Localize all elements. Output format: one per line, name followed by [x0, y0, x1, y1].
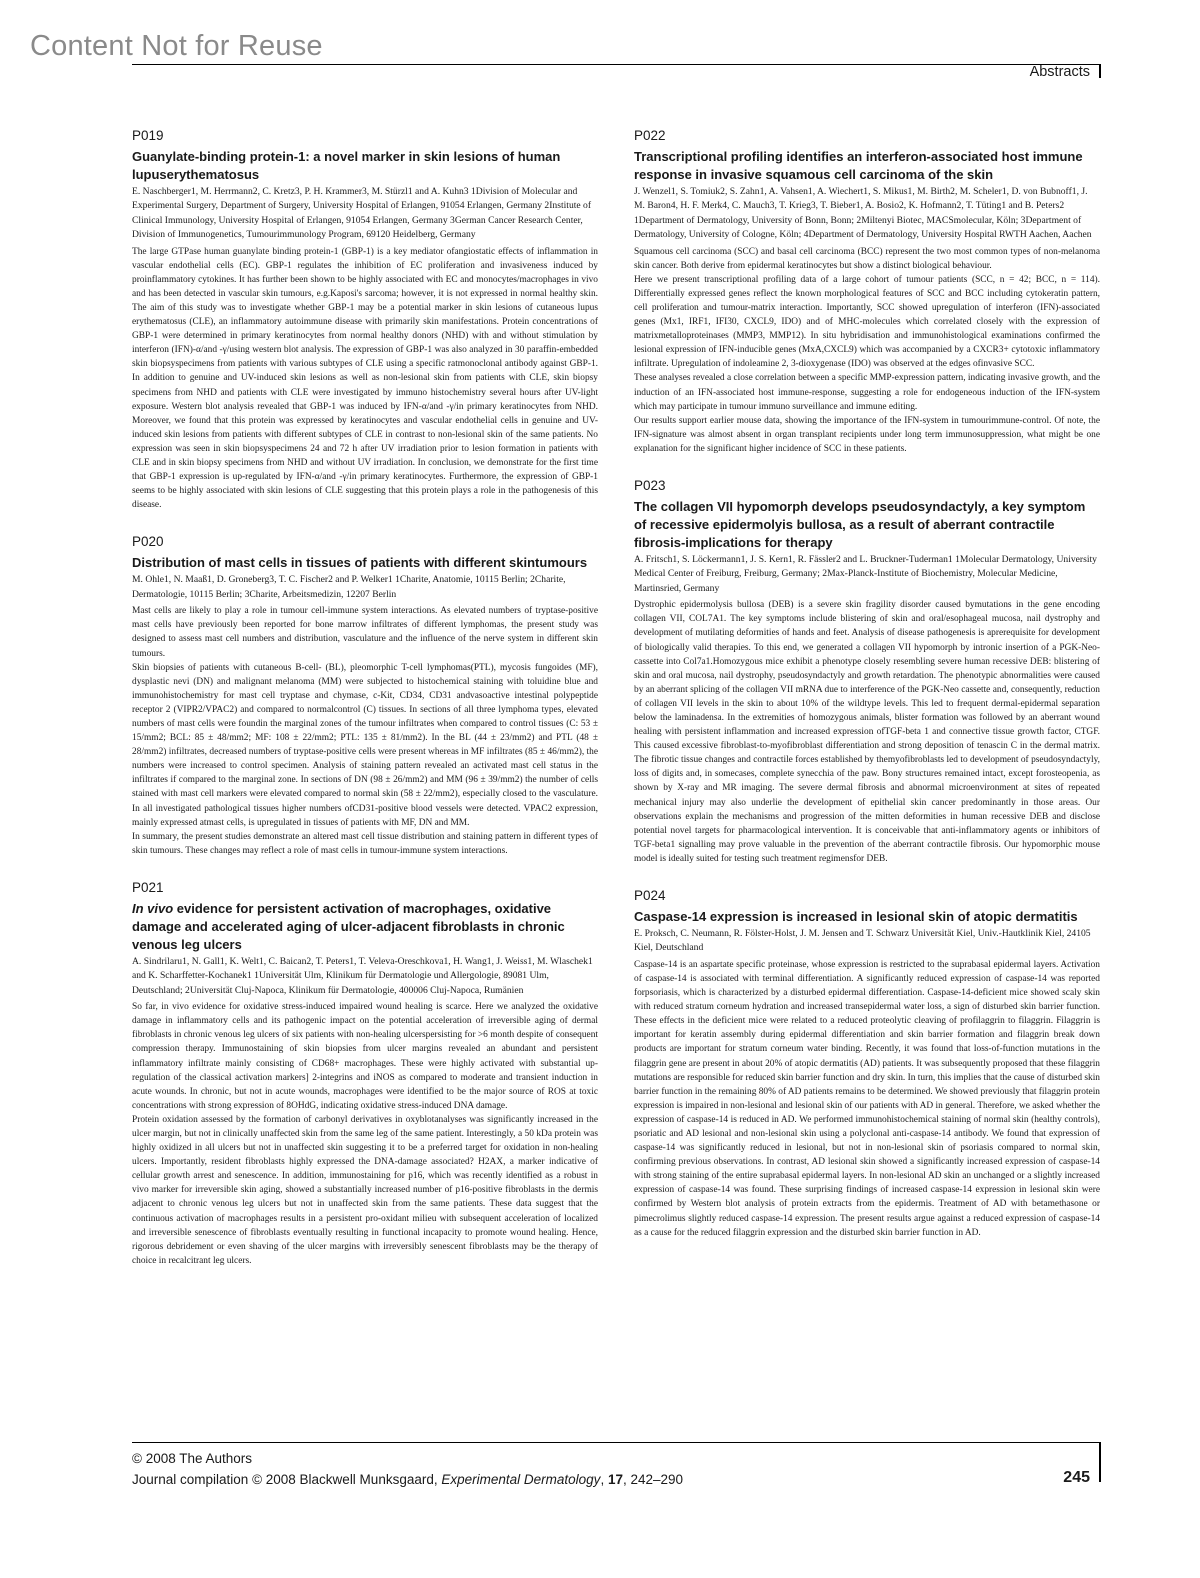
abstract-paragraph: Our results support earlier mouse data, showing the importance of the IFN-system in tumourimmune-control. Of note, the IFN-signature was almost absent in organ transplant recipients under long term immunosuppression, what might be one explanation for the significant higher incidence of SCC in these patients.: [634, 415, 1100, 454]
abstract-p021: [132, 880, 598, 1268]
abstract-title: Transcriptional profiling identifies an interferon-associated host immune response in invasive squamous cell carcinoma of the skin: [634, 149, 1083, 182]
abstract-paragraph: Mast cells are likely to play a role in tumour cell-immune system interactions. As elevated numbers of tryptase-positive mast cells have previously been reported for bone marrow infiltrates of different lymphomas, the present study was designed to assess mast cell numbers and distribution, vasculature and the influence of the nerve system in different skin tumours.: [132, 606, 598, 659]
abstract-p022: [634, 128, 1100, 456]
abstract-paragraph: Here we present transcriptional profiling data of a large cohort of tumour patients (SCC, n = 42; BCC, n = 114). Differentially expressed genes reflect the known morphological features of SCC and BCC including cytokeratin pattern, cell proliferation and tumour-matrix interaction. Importantly, SCC showed upregulation of interferon (IFN)-associated genes (Mx1, IRF1, IFI30, CXCL9, IDO) and of MHC-molecules which correlated closely with the expression of matrixmetalloproteinases (MMP3, MMP12). In situ hybridisation and immunohistological examinations confirmed the lesional expression of IFN-inducible genes (MxA,CXCL9) which was accompanied by a CXCR3+ cytotoxic inflammatory infiltrate. Upregulation of indoleamine 2, 3-dioxygenase (IDO) was observed at the edges ofinvasive SCC.: [634, 274, 1100, 370]
abstract-title: Distribution of mast cells in tissues of patients with different skintumours: [132, 555, 588, 571]
footer-journal-prefix: Journal compilation © 2008 Blackwell Munksgaard,: [132, 1472, 442, 1487]
abstract-paragraph: In summary, the present studies demonstrate an altered mast cell tissue distribution and staining pattern in different types of skin tumours. These changes may reflect a role of mast cells in tumour-immune system interactions.: [132, 831, 598, 856]
right-column: [634, 128, 1100, 1262]
section-title: Abstracts: [1029, 64, 1090, 80]
abstract-authors: A. Fritsch1, S. Löckermann1, J. S. Kern1, R. Fässler2 and L. Bruckner-Tuderman1 1Molecular Dermatology, University Medical Center of Freiburg, Freiburg, Germany; 2Max-Planck-Institute of Biochemistry, Molecular Medicine, Martinsried, Germany: [634, 554, 1097, 594]
left-column: [132, 128, 598, 1290]
abstract-paragraph: The large GTPase human guanylate binding protein-1 (GBP-1) is a key mediator ofangiostatic effects of inflammation in vascular endothelial cells (EC). GBP-1 regulates the inhibition of EC proliferation and invasiveness induced by proinflammatory cytokines. It has further been shown to be highly associated with EC and monocytes/macrophages in vivo and has been detected in vascular skin tumours, e.g.Kaposi's sarcoma; however, it is not expressed in normal healthy skin. The aim of this study was to investigate whether GBP-1 may be a potential marker in skin lesions of cutaneous lupus erythematosus (CLE), an inflammatory autoimmune disease with primarily skin manifestations. Protein concentrations of GBP-1 were determined in primary keratinocytes from normal healthy donors (NHD) with and without stimulation by interferon (IFN)-α/and -γ/using western blot analysis. The expression of GBP-1 was also analyzed in 30 paraffin-embedded skin biopsyspecimens from patients with various subtypes of CLE using a specific ratmonoclonal antibody against GBP-1. In addition to genuine and UV-induced skin lesions as well as non-lesional skin from patients with CLE, skin biopsy specimens from NHD and patients with CLE were investigated by immuno histochemistry several hours after UV-light exposure. Western blot analysis revealed that GBP-1 was induced by IFN-α/and -γ/in primary keratinocytes from NHD. Moreover, we found that this protein was expressed by keratinocytes and vascular endothelial cells in genuine and UV-induced skin lesions from patients with different subtypes of CLE in contrast to non-lesional skin of the same patients. No expression was seen in skin biopsyspecimens 24 and 72 h after UV irradiation prior to lesion formation in patients with CLE and in skin biopsy specimens from NHD and without UV irradiation. In conclusion, we demonstrate for the first time that GBP-1 expression is up-regulated by IFN-α/and -γ/in primary keratinocytes. Furthermore, the expression of GBP-1 seems to be highly associated with skin lesions of CLE suggesting that this protein plays a role in the pathogenesis of this disease.: [132, 246, 598, 511]
abstract-title: [132, 900, 598, 954]
abstract-id: P019: [132, 128, 164, 143]
abstract-title-text: evidence for persistent activation of macrophages, oxidative damage and accelerated aging of ulcer-adjacent fibroblasts in chronic venous leg ulcers: [132, 900, 565, 952]
footer-rule-tick: [1099, 1442, 1101, 1482]
footer-copyright: © 2008 The Authors: [132, 1451, 253, 1466]
abstract-authors: A. Sindrilaru1, N. Gall1, K. Welt1, C. Baican2, T. Peters1, T. Veleva-Oreschkova1, H. Wang1, J. Weiss1, M. Wlaschek1 and K. Scharffetter-Kochanek1 1Universität Ulm, Klinikum für Dermatologie und Allergologie, 89081 Ulm, Deutschland; 2Universität Cluj-Napoca, Klinikum für Dermatologie, 400006 Cluj-Napoca, Rumänien: [132, 955, 593, 996]
footer-volume: 17: [607, 1472, 623, 1487]
footer-journal-line: [132, 1472, 683, 1487]
abstract-paragraph: Caspase-14 is an aspartate specific proteinase, whose expression is restricted to the suprabasal epidermal layers. Activation of caspase-14 is associated with terminal differentiation. A significantly reduced expression of caspase-14 was reported forpsoriasis, which is characterized by a disturbed epidermal differentiation. Caspase-14-deficient mice showed scaly skin with reduced stratum corneum hydration and increased transepidermal water loss, a sign of disturbed skin barrier function. These effects in the deficient mice were related to a reduced proteolytic cleaving of profilaggrin to filaggrin. Filaggrin is important for keratin assembly during epidermal differentiation and skin barrier formation and filaggrin break down products are important for stratum corneum water binding. Recently, it was found that loss-of-function mutations in the filaggrin gene are present in about 20% of atopic dermatitis (AD) patients. It was subsequently proposed that these filaggrin mutations are responsible for reduced skin barrier function and dry skin. In turn, this implies that the cause of disturbed skin barrier function in the remaining 80% of AD patients remains to be determined. We showed previously that filaggrin protein expression is impaired in non-lesional and lesional skin of our patients with AD in general. Therefore, we asked whether the expression of caspase-14 is reduced in AD. We performed immunohistochemical staining of normal skin (healthy controls), psoriatic and AD lesional and non-lesional skin using a polyclonal anti-caspase-14 antibody. We found that expression of caspase-14 was significantly reduced in lesional, but not in non-lesional skin of psoriasis compared to normal skin, confirming previous observations. In contrast, AD lesional skin showed a significantly increased expression of caspase-14 with strong staining of the entire suprabasal epidermal layers. In non-lesional AD skin an unchanged or a slightly increased expression of caspase-14 was found. These surprising findings of increased caspase-14 expression in lesional skin were confirmed by Western blot analysis of protein extracts from the epidermis. Treatment of AD with betamethasone or pimecrolimus slightly reduced caspase-14 expression. The present results argue against a reduced expression of caspase-14 as a cause for the reduced filaggrin expression and the disturbed skin barrier function in AD.: [634, 959, 1100, 1238]
abstract-p023: [634, 478, 1100, 866]
abstract-id: P022: [634, 128, 666, 143]
header-rule-tick: [1099, 64, 1101, 78]
abstract-authors: M. Ohle1, N. Maaß1, D. Groneberg3, T. C. Fischer2 and P. Welker1 1Charite, Anatomie, 10115 Berlin; 2Charite, Dermatologie, 10115 Berlin; 3Charite, Arbeitsmedizin, 12207 Berlin: [132, 574, 566, 600]
footer-pages: , 242–290: [622, 1472, 684, 1487]
abstract-title: Caspase-14 expression is increased in lesional skin of atopic dermatitis: [634, 909, 1078, 925]
abstract-authors: E. Naschberger1, M. Herrmann2, C. Kretz3, P. H. Krammer3, M. Stürzl1 and A. Kuhn3 1Division of Molecular and Experimental Surgery, Department of Surgery, University Hospital of Erlangen, 91054 Erlangen, Germany 2Institute of Clinical Immunology, University Hospital of Erlangen, 91054 Erlangen, Germany 3German Cancer Research Center, Division of Immunogenetics, Tumourimmunology Program, 69120 Heidelberg, Germany: [132, 186, 592, 241]
abstract-paragraph: Dystrophic epidermolysis bullosa (DEB) is a severe skin fragility disorder caused bymutations in the gene encoding collagen VII, COL7A1. The key symptoms include blistering of skin and oral/esophageal mucosa, nail dystrophy and development of mutilating deformities of hands and feet. Analysis of disease pathogenesis is aprerequisite for development of biologically valid therapies. To this end, we generated a collagen VII hypomorph by intronic insertion of a PGK-Neo-cassette into Col7a1.Homozygous mice exhibit a phenotype closely resembling severe human recessive DEB: blistering of skin and oral mucosa, nail dystrophy, pseudosyndactyly and growth retardation. The phenotypic abnormalities were caused by an aberrant splicing of the collagen VII mRNA due to interference of the PGK-Neo cassette and, consequently, reduction of collagen VII levels in the skin to about 10% of the wildtype levels. This led to frequent dermal-epidermal separation below the laminadensa. In the extremities of homozygous animals, blister formation was followed by an aberrant wound healing with persistent inflammation and increased expression ofTGF-beta 1 and connective tissue growth factor, CTGF. This caused excessive fibroblast-to-myofibroblast differentiation and strong deposition of tenascin C in the dermal matrix. The fibrotic tissue changes and contractile forces established by themyofibroblasts led to development of pseudosyndactyly, loss of digits and, in somecases, complete synecchia of the paw. Bony structures remained intact, except forosteopenia, as shown by X-ray and MR imaging. The severe dermal fibrosis and abnormal microenvironment at sites of repeated mechanical injury may also underlie the development of epithelial skin cancer predominantly in those areas. Our observations explain the mechanisms and progression of the mitten deformities in human recessive DEB and disclose potential novel targets for pharmacological intervention. It is conceivable that anti-inflammatory agents or inhibitors of TGF-beta1 signalling may prove valuable in the prevention of the aberrant contractile fibrosis. Our hypomorphic mouse model is ideally suited for testing such treatment regimensfor DEB.: [634, 600, 1100, 864]
footer-rule: [132, 1442, 1100, 1443]
footer-page-number: 245: [1063, 1469, 1090, 1486]
abstract-p020: [132, 534, 598, 858]
abstract-title: Guanylate-binding protein-1: a novel marker in skin lesions of human lupuserythematosus: [132, 149, 561, 182]
abstract-title-italic: In vivo: [132, 900, 174, 916]
abstract-authors: E. Proksch, C. Neumann, R. Fölster-Holst, J. M. Jensen and T. Schwarz Universität Kiel, Univ.-Hautklinik Kiel, 24105 Kiel, Deutschland: [634, 928, 1091, 954]
abstract-paragraph: Skin biopsies of patients with cutaneous B-cell- (BL), pleomorphic T-cell lymphomas(PTL), mycosis fungoides (MF), dysplastic nevi (DN) and malignant melanoma (MM) were subjected to histochemical staining with toluidine blue and immunohistochemistry for mast cell tryptase and chymase, c-Kit, CD34, CD31 andvasoactive intestinal polypeptide receptor 2 (VIPR2/VPAC2) and compared to normalcontrol (C) tissues. In sections of all three lymphoma types, elevated numbers of mast cells were foundin the marginal zones of the tumour infiltrates when compared to control tissues (C: 53 ± 15/mm2; BCL: 85 ± 48/mm2; MF: 108 ± 22/mm2; PTL: 135 ± 81/mm2). In the BL (44 ± 23/mm2) and PTL (48 ± 28/mm2) infiltrates, decreased numbers of tryptase-positive cells were present whereas in MF infiltrates (85 ± 46/mm2), the numbers were increased to control specimen. Analysis of staining pattern revealed an activated mast cell status in the infiltrates if compared to the marginal zone. In sections of DN (98 ± 26/mm2) and MM (96 ± 39/mm2) the number of cells stained with mast cell markers were elevated compared to normal skin (58 ± 22/mm2), especially closed to the vasculature. In all investigated pathological tissues higher numbers ofCD31-positive blood vessels were detected. VPAC2 expression, mainly expressed atmast cells, is upregulated in tissues of patients with MF, DN and MM.: [132, 662, 598, 828]
abstract-title: The collagen VII hypomorph develops pseudosyndactyly, a key symptom of recessive epidermolyis bullosa, as a result of aberrant contractile fibrosis-implications for therapy: [634, 499, 1086, 551]
abstract-id: P020: [132, 534, 164, 550]
abstract-id: P023: [634, 478, 666, 494]
footer-journal-name: Experimental Dermatology: [441, 1472, 601, 1487]
abstract-paragraph: These analyses revealed a close correlation between a specific MMP-expression pattern, indicating invasive growth, and the induction of an IFN-associated host immune-response, suggesting a role for endogeneous induction of the IFN-system which may participate in tumour immuno surveillance and immune editing.: [634, 373, 1100, 412]
abstract-p019: [132, 128, 598, 512]
footer-journal-sep: ,: [600, 1472, 608, 1487]
abstract-paragraph: Protein oxidation assessed by the formation of carbonyl derivatives in oxyblotanalyses was significantly increased in the ulcer margin, but not in clinically unaffected skin from the same leg of the same patient. Interestingly, a 50 kDa protein was highly oxidized in all ulcers but not in unaffected skin suggesting it to be a preferred target for oxidation in non-healing ulcers. Importantly, resident fibroblasts highly expressed the DNA-damage associated? H2AX, a marker indicative of cellular growth arrest and senescence. In addition, immunostaining for p16, which was recently identified as a robust in vivo marker for irreversible skin aging, showed a substantially increased number of p16-positive fibroblasts in the dermis adjacent to chronic venous leg ulcers but not in unaffected skin from the same patients. These data suggest that the continuous activation of macrophages results in a persistent pro-oxidant milieu with subsequent acceleration of localized and irreversible senescence of fibroblasts eventually resulting in functional incapacity to promote wound healing. Hence, rigorous debridement or even shaving of the ulcer margins with irreversibly senescent fibroblasts may be the therapy of choice in recalcitrant leg ulcers.: [132, 1114, 598, 1266]
abstract-paragraph: So far, in vivo evidence for oxidative stress-induced impaired wound healing is scarce. Here we analyzed the oxidative damage in inflammatory cells and its pathogenic impact on the potential acceleration of irreversible aging of dermal fibroblasts in chronic venous leg ulcers of six patients with non-healing ulcerspersisting for >6 month despite of consequent compression therapy. Immunostaining of skin biopsies from ulcer margins revealed an abundant and persistent inflammatory infiltrate mainly consisting of CD68+ macrophages. These were highly activated with substantial up-regulation of the classical activation markers] 2-integrins and iNOS as compared to moderate and transient induction in acute wounds. In chronic, but not in acute wounds, macrophages were identified to be the major source of ROS at toxic concentrations with strong expression of 8OHdG, indicating oxidative stress-induced DNA damage.: [132, 1002, 598, 1111]
abstract-id: P021: [132, 879, 164, 895]
abstract-paragraph: Squamous cell carcinoma (SCC) and basal cell carcinoma (BCC) represent the two most common types of non-melanoma skin cancer. Both derive from epidermal keratinocytes but show a distinct biological behaviour.: [634, 246, 1100, 271]
header-rule: [132, 64, 1100, 65]
watermark: Content Not for Reuse: [30, 30, 323, 62]
abstract-authors: J. Wenzel1, S. Tomiuk2, S. Zahn1, A. Vahsen1, A. Wiechert1, S. Mikus1, M. Birth2, M. Scheler1, D. von Bubnoff1, J. M. Baron4, H. F. Merk4, C. Mauch3, T. Krieg3, T. Bieber1, A. Bosio2, K. Hofmann2, T. Tüting1 and B. Peters2 1Department of Dermatology, University of Bonn, Bonn; 2Miltenyi Biotec, MACSmolecular, Köln; 3Department of Dermatology, University of Cologne, Köln; 4Department of Dermatology, University Hospital RWTH Aachen, Aachen: [634, 186, 1092, 241]
abstract-id: P024: [634, 888, 666, 904]
abstract-p024: [634, 888, 1100, 1240]
